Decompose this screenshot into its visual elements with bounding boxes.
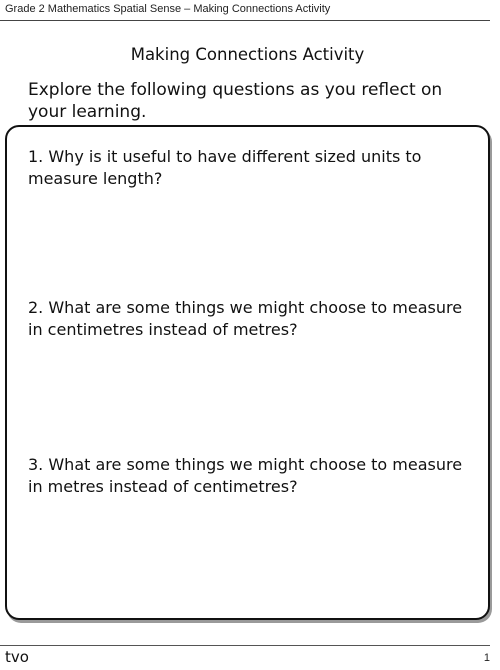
- footer-divider: [0, 645, 490, 646]
- intro-text: Explore the following questions as you reflect on your learning.: [28, 80, 443, 122]
- page-title: Making Connections Activity: [130, 45, 365, 64]
- page-header: Grade 2 Mathematics Spatial Sense – Making Connections Activity: [5, 3, 331, 15]
- question-3: 3. What are some things we might choose to measure in metres instead of centimetres?: [28, 455, 463, 496]
- question-1: 1. Why is it useful to have different sized units to measure length?: [28, 147, 422, 188]
- page-number: 1: [483, 652, 490, 664]
- header-divider: [0, 20, 490, 21]
- tvo-logo: tvo: [5, 648, 29, 666]
- answer-box: [5, 125, 490, 620]
- question-2: 2. What are some things we might choose to measure in centimetres instead of metres?: [28, 298, 463, 339]
